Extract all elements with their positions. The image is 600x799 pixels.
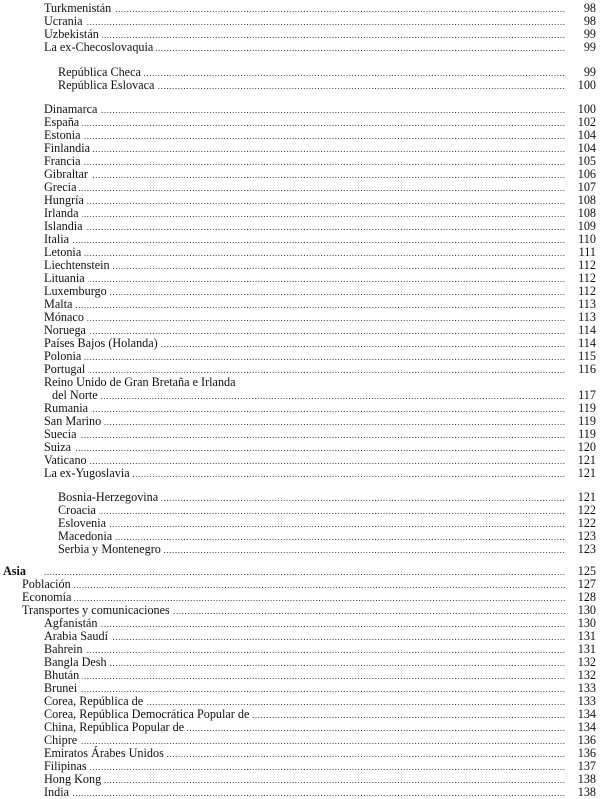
toc-entry-label: Finlandia: [44, 142, 93, 155]
toc-entry-page-number: 121: [568, 491, 596, 504]
toc-entry-label: Luxemburgo: [44, 285, 110, 298]
toc-entry-label: Bahrein: [44, 643, 86, 656]
dot-leader: [44, 194, 566, 207]
toc-entry-label: Chipre: [44, 734, 80, 747]
toc-entry-label: Portugal: [44, 363, 88, 376]
dot-leader: [44, 773, 566, 786]
toc-entry-label: Dinamarca: [44, 103, 100, 116]
toc-entry-label: China, República Popular de: [44, 721, 187, 734]
toc-entry-label: Economía: [22, 591, 74, 604]
toc-entry[interactable]: [0, 298, 600, 311]
dot-leader: [44, 415, 566, 428]
toc-entry-label: La ex-Checoslovaquia: [44, 41, 156, 54]
toc-entry-page-number: 134: [568, 708, 596, 721]
toc-entry-label: Población: [22, 578, 74, 591]
toc-entry-label: Hungría: [44, 194, 87, 207]
dot-leader: [44, 760, 566, 773]
toc-entry[interactable]: [0, 41, 600, 54]
toc-entry-page-number: 108: [568, 194, 596, 207]
toc-entry-page-number: 114: [568, 324, 596, 337]
toc-entry-label: Uzbekistán: [44, 28, 102, 41]
toc-entry-label: Gibraltar: [44, 168, 91, 181]
dot-leader: [44, 428, 566, 441]
dot-leader: [44, 116, 566, 129]
toc-entry-label: Brunei: [44, 682, 80, 695]
toc-entry-label: India: [44, 786, 72, 799]
toc-entry-page-number: 98: [568, 2, 596, 15]
toc-entry-label: Macedonia: [58, 530, 115, 543]
dot-leader: [44, 103, 566, 116]
dot-leader: [44, 207, 566, 220]
toc-entry-page-number: 105: [568, 155, 596, 168]
toc-entry[interactable]: [0, 2, 600, 15]
toc-entry-page-number: 136: [568, 747, 596, 760]
toc-entry-label: Polonia: [44, 350, 84, 363]
dot-leader: [22, 578, 566, 591]
toc-entry-page-number: 99: [568, 66, 596, 79]
toc-entry-page-number: 132: [568, 669, 596, 682]
toc-entry-page-number: 99: [568, 41, 596, 54]
toc-entry-page-number: 133: [568, 695, 596, 708]
toc-entry-page-number: 123: [568, 530, 596, 543]
dot-leader: [44, 350, 566, 363]
toc-entry-page-number: 130: [568, 617, 596, 630]
toc-entry-label: República Checa: [58, 66, 144, 79]
toc-entry-page-number: 109: [568, 220, 596, 233]
toc-entry[interactable]: [0, 441, 600, 454]
toc-entry[interactable]: [0, 721, 600, 734]
toc-entry-page-number: 110: [568, 233, 596, 246]
toc-entry-page-number: 128: [568, 591, 596, 604]
toc-entry-page-number: 131: [568, 630, 596, 643]
toc-entry[interactable]: [0, 194, 600, 207]
toc-entry-label: Irlanda: [44, 207, 82, 220]
toc-entry[interactable]: [0, 428, 600, 441]
toc-entry-label: Noruega: [44, 324, 89, 337]
toc-entry-page-number: 131: [568, 643, 596, 656]
toc-entry-label: República Eslovaca: [58, 79, 157, 92]
toc-entry-page-number: 138: [568, 786, 596, 799]
toc-entry[interactable]: [0, 415, 600, 428]
toc-entry-page-number: 100: [568, 79, 596, 92]
toc-entry-page-number: 122: [568, 504, 596, 517]
dot-leader: [52, 389, 566, 402]
toc-entry[interactable]: [0, 773, 600, 786]
toc-entry[interactable]: [0, 630, 600, 643]
toc-entry-page-number: 106: [568, 168, 596, 181]
dot-leader: [44, 233, 566, 246]
toc-entry-page-number: 113: [568, 298, 596, 311]
toc-entry-label: Turkmenistán: [44, 2, 114, 15]
toc-entry-label: Italia: [44, 233, 72, 246]
toc-entry[interactable]: [0, 786, 600, 799]
dot-leader: [44, 259, 566, 272]
toc-entry-label: Países Bajos (Holanda): [44, 337, 161, 350]
toc-entry-label: Eslovenia: [58, 517, 109, 530]
toc-entry-page-number: 104: [568, 129, 596, 142]
toc-entry-label: Transportes y comunicaciones: [22, 604, 173, 617]
toc-entry-page-number: 115: [568, 350, 596, 363]
toc-entry-page-number: 108: [568, 207, 596, 220]
toc-entry-page-number: 123: [568, 543, 596, 556]
toc-entry-page-number: 125: [568, 565, 596, 578]
toc-entry[interactable]: [0, 467, 600, 480]
toc-section-heading[interactable]: [0, 565, 600, 578]
toc-entry-page-number: 117: [568, 389, 596, 402]
dot-leader: [44, 669, 566, 682]
toc-entry-label: Vaticano: [44, 454, 90, 467]
toc-entry[interactable]: [0, 103, 600, 116]
toc-entry-page-number: 132: [568, 656, 596, 669]
toc-entry-label: Corea, República de: [44, 695, 146, 708]
toc-entry-page-number: 134: [568, 721, 596, 734]
toc-entry-page-number: 121: [568, 467, 596, 480]
toc-entry-page-number: 112: [568, 272, 596, 285]
dot-leader: [44, 786, 566, 799]
toc-entry[interactable]: [0, 259, 600, 272]
dot-leader: [44, 272, 566, 285]
dot-leader: [44, 246, 566, 259]
toc-entry-label: Corea, República Democrática Popular de: [44, 708, 252, 721]
toc-entry[interactable]: [0, 155, 600, 168]
toc-entry-label: Arabia Saudí: [44, 630, 111, 643]
toc-entry-label: San Marino: [44, 415, 104, 428]
toc-entry-label: Bosnia-Herzegovina: [58, 491, 161, 504]
toc-entry[interactable]: [0, 142, 600, 155]
toc-entry-label: Reino Unido de Gran Bretaña e Irlanda: [44, 376, 239, 389]
toc-entry-label: Agfanistán: [44, 617, 100, 630]
dot-leader: [44, 643, 566, 656]
toc-entry[interactable]: [0, 350, 600, 363]
toc-entry-page-number: 114: [568, 337, 596, 350]
toc-entry[interactable]: [0, 79, 600, 92]
toc-entry-page-number: 99: [568, 28, 596, 41]
dot-leader: [58, 517, 566, 530]
dot-leader: [44, 15, 566, 28]
toc-entry-page-number: 104: [568, 142, 596, 155]
toc-entry[interactable]: [0, 220, 600, 233]
toc-entry[interactable]: [0, 747, 600, 760]
toc-entry[interactable]: [0, 285, 600, 298]
toc-entry-page-number: 120: [568, 441, 596, 454]
toc-entry-label: Lituania: [44, 272, 88, 285]
toc-entry-page-number: 102: [568, 116, 596, 129]
toc-entry-label: Letonia: [44, 246, 84, 259]
toc-entry[interactable]: [0, 116, 600, 129]
dot-leader: [44, 565, 566, 578]
dot-leader: [58, 504, 566, 517]
dot-leader: [44, 181, 566, 194]
toc-entry-label: Hong Kong: [44, 773, 104, 786]
toc-entry-label: Islandia: [44, 220, 86, 233]
toc-entry-label: Grecia: [44, 181, 79, 194]
toc-entry-page-number: 138: [568, 773, 596, 786]
toc-entry-page-number: 119: [568, 415, 596, 428]
toc-entry-page-number: 127: [568, 578, 596, 591]
toc-entry[interactable]: [0, 337, 600, 350]
toc-entry-page-number: 133: [568, 682, 596, 695]
dot-leader: [44, 617, 566, 630]
dot-leader: [44, 155, 566, 168]
toc-entry-page-number: 98: [568, 15, 596, 28]
toc-entry-page-number: 112: [568, 285, 596, 298]
toc-entry-page-number: 130: [568, 604, 596, 617]
toc-entry-page-number: 107: [568, 181, 596, 194]
dot-leader: [44, 656, 566, 669]
toc-entry-label: Filipinas: [44, 760, 90, 773]
toc-entry-page-number: 137: [568, 760, 596, 773]
toc-entry[interactable]: [0, 233, 600, 246]
dot-leader: [44, 630, 566, 643]
toc-entry[interactable]: [0, 311, 600, 324]
toc-entry-label: Suiza: [44, 441, 74, 454]
toc-entry[interactable]: [0, 181, 600, 194]
toc-entry-label: Francia: [44, 155, 84, 168]
toc-entry[interactable]: [0, 669, 600, 682]
dot-leader: [44, 441, 566, 454]
toc-entry-page-number: 111: [568, 246, 596, 259]
toc-entry-label: Serbia y Montenegro: [58, 543, 164, 556]
toc-entry[interactable]: [0, 543, 600, 556]
toc-entry-page-number: 113: [568, 311, 596, 324]
toc-entry[interactable]: [0, 207, 600, 220]
toc-entry-label: Liechtenstein: [44, 259, 113, 272]
toc-entry-label: Croacia: [58, 504, 99, 517]
toc-entry-page-number: 100: [568, 103, 596, 116]
toc-entry[interactable]: [0, 578, 600, 591]
toc-entry-label: Ucrania: [44, 15, 86, 28]
toc-entry-label: Estonia: [44, 129, 84, 142]
dot-leader: [44, 142, 566, 155]
toc-entry[interactable]: [0, 389, 600, 402]
toc-entry-page-number: 122: [568, 517, 596, 530]
toc-entry-label: España: [44, 116, 82, 129]
dot-leader: [44, 285, 566, 298]
toc-entry-label: Mónaco: [44, 311, 87, 324]
toc-entry-page-number: 116: [568, 363, 596, 376]
dot-leader: [44, 220, 566, 233]
dot-leader: [44, 311, 566, 324]
toc-entry-label: La ex-Yugoslavia: [44, 467, 133, 480]
toc-entry-label: Rumania: [44, 402, 91, 415]
toc-entry[interactable]: [0, 168, 600, 181]
toc-entry-page-number: 136: [568, 734, 596, 747]
dot-leader: [44, 402, 566, 415]
toc-entry-page-number: 121: [568, 454, 596, 467]
dot-leader: [44, 168, 566, 181]
dot-leader: [44, 298, 566, 311]
toc-entry[interactable]: [0, 129, 600, 142]
toc-entry-label: Asia: [3, 565, 29, 578]
dot-leader: [44, 2, 566, 15]
toc-entry-label: Malta: [44, 298, 75, 311]
dot-leader: [44, 129, 566, 142]
toc-entry-label: Bangla Desh: [44, 656, 110, 669]
toc-entry[interactable]: [0, 656, 600, 669]
toc-entry-label: Emiratos Árabes Unidos: [44, 747, 167, 760]
toc-entry-label: Suecia: [44, 428, 80, 441]
toc-entry-label: del Norte: [52, 389, 101, 402]
toc-entry-label: Bhután: [44, 669, 82, 682]
toc-entry-page-number: 119: [568, 428, 596, 441]
toc-entry-page-number: 119: [568, 402, 596, 415]
toc-entry-page-number: 112: [568, 259, 596, 272]
